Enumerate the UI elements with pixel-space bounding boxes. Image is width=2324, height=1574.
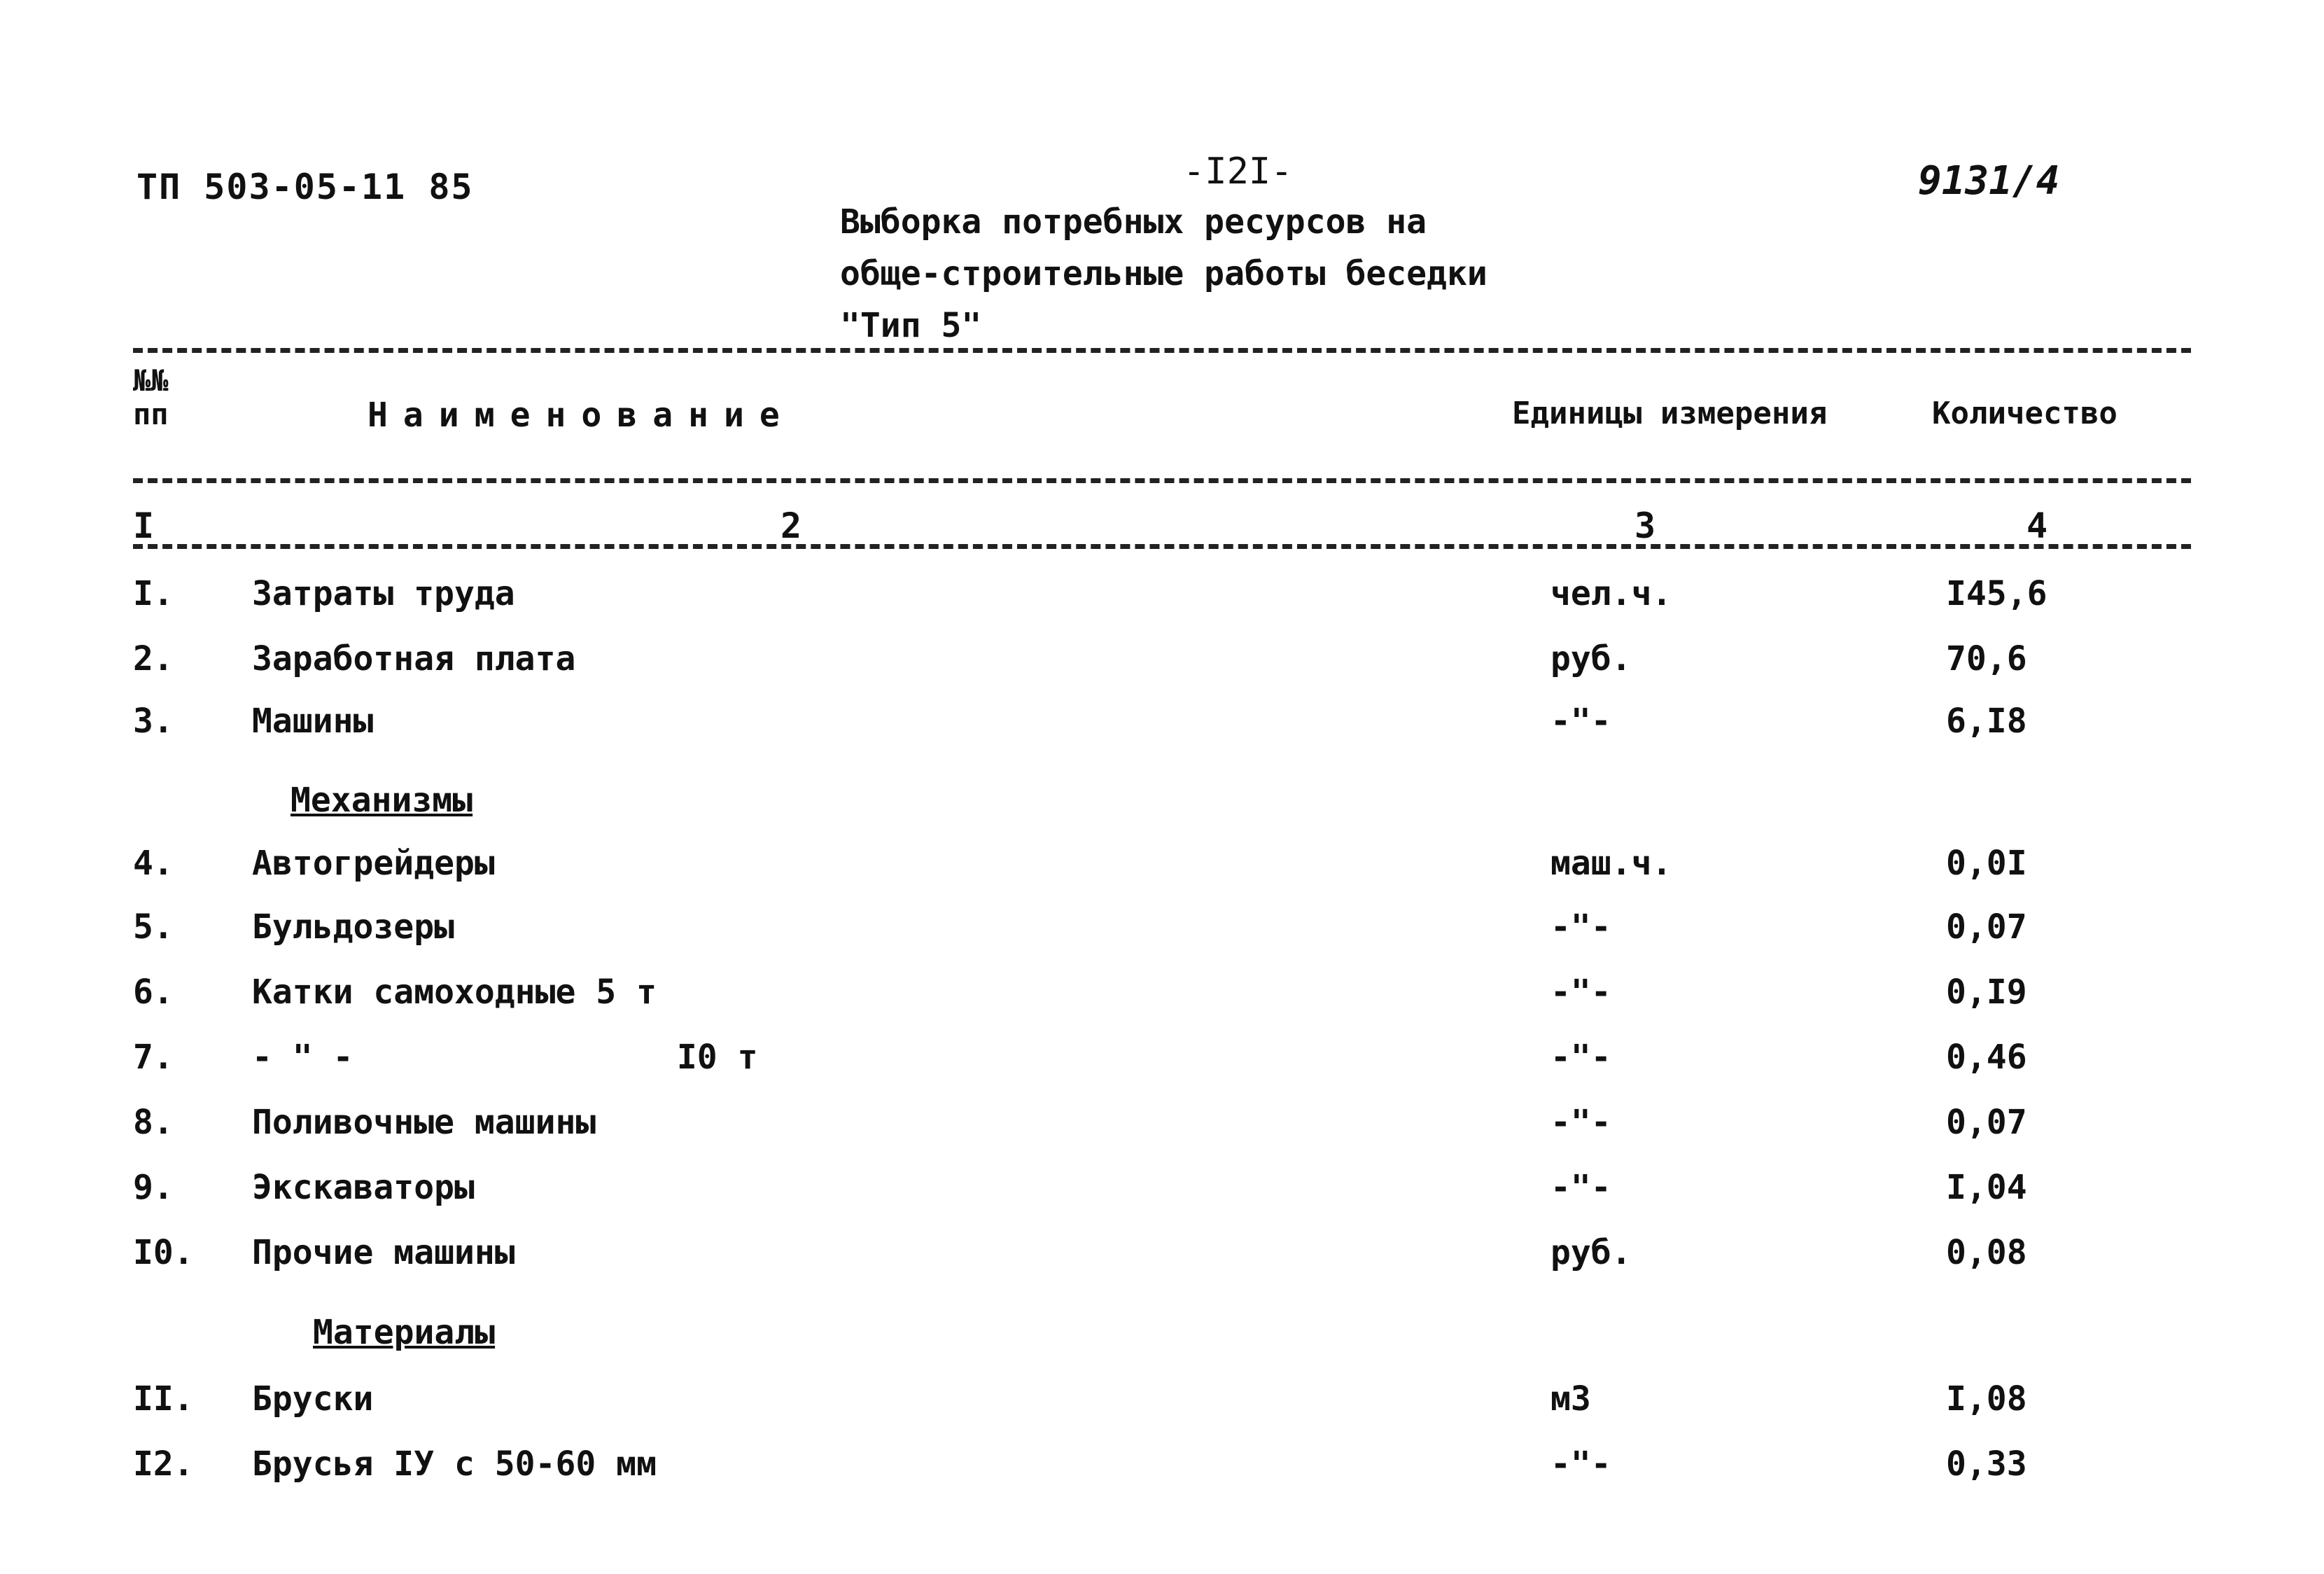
row-name: - " - I0 т <box>252 1038 758 1077</box>
column-header-name: Наименование <box>368 396 795 435</box>
row-unit: -"- <box>1550 1444 1611 1484</box>
table-row <box>0 1233 2324 1296</box>
row-number: II. <box>133 1379 194 1419</box>
row-unit: -"- <box>1550 907 1611 947</box>
row-number: 8. <box>133 1103 174 1142</box>
column-number-3: 3 <box>1634 506 1656 546</box>
row-quantity: 0,0I <box>1946 844 2027 883</box>
row-name: Затраты труда <box>252 574 515 613</box>
document-code: ТП 503-05-11 85 <box>136 167 474 207</box>
row-unit: чел.ч. <box>1550 574 1672 613</box>
sheet-code: 9131/4 <box>1918 158 2060 204</box>
column-header-number: №№ пп <box>133 363 169 431</box>
row-name: Экскаваторы <box>252 1168 475 1207</box>
row-number: 2. <box>133 639 174 678</box>
row-unit: м3 <box>1550 1379 1591 1419</box>
row-quantity: 6,I8 <box>1946 702 2027 741</box>
row-name: Заработная плата <box>252 639 576 678</box>
header-bottom-rule <box>133 478 2191 483</box>
table-row <box>0 1444 2324 1507</box>
column-header-unit: Единицы измерения <box>1512 396 1828 431</box>
row-quantity: I45,6 <box>1946 574 2047 613</box>
row-quantity: I,04 <box>1946 1168 2027 1207</box>
row-name: Катки самоходные 5 т <box>252 973 657 1012</box>
row-name: Прочие машины <box>252 1233 515 1272</box>
row-name: Бруски <box>252 1379 374 1419</box>
column-header-quantity: Количество <box>1932 396 2118 431</box>
row-quantity: 70,6 <box>1946 639 2027 678</box>
table-row <box>0 1038 2324 1101</box>
row-number: 6. <box>133 973 174 1012</box>
table-row <box>0 1103 2324 1166</box>
row-quantity: 0,33 <box>1946 1444 2027 1484</box>
table-row <box>0 973 2324 1036</box>
column-number-rule <box>133 544 2191 549</box>
table-row <box>0 1168 2324 1231</box>
row-unit: -"- <box>1550 1168 1611 1207</box>
row-quantity: 0,07 <box>1946 907 2027 947</box>
row-quantity: I,08 <box>1946 1379 2027 1419</box>
row-quantity: 0,46 <box>1946 1038 2027 1077</box>
column-number-2: 2 <box>780 506 802 546</box>
row-name: Брусья IУ с 50-60 мм <box>252 1444 657 1484</box>
row-name: Автогрейдеры <box>252 844 495 883</box>
row-number: 9. <box>133 1168 174 1207</box>
row-number: 7. <box>133 1038 174 1077</box>
row-unit: -"- <box>1550 1038 1611 1077</box>
section-heading-mechanisms: Механизмы <box>290 781 473 820</box>
row-unit: маш.ч. <box>1550 844 1672 883</box>
table-row <box>0 844 2324 907</box>
row-number: 3. <box>133 702 174 741</box>
document-title: Выборка потребных ресурсов на обще-строительные работы беседки "Тип 5" <box>840 202 1488 345</box>
row-unit: -"- <box>1550 973 1611 1012</box>
row-name: Машины <box>252 702 374 741</box>
row-number: I0. <box>133 1233 194 1272</box>
row-number: 5. <box>133 907 174 947</box>
row-name: Поливочные машины <box>252 1103 596 1142</box>
table-row <box>0 907 2324 970</box>
row-number: I. <box>133 574 174 613</box>
section-heading-materials: Материалы <box>313 1313 496 1352</box>
row-quantity: 0,I9 <box>1946 973 2027 1012</box>
row-unit: -"- <box>1550 1103 1611 1142</box>
page-number: -I2I- <box>1183 151 1293 193</box>
row-quantity: 0,07 <box>1946 1103 2027 1142</box>
row-number: 4. <box>133 844 174 883</box>
row-quantity: 0,08 <box>1946 1233 2027 1272</box>
column-number-4: 4 <box>2026 506 2048 546</box>
row-unit: руб. <box>1550 1233 1632 1272</box>
table-row <box>0 574 2324 637</box>
row-unit: -"- <box>1550 702 1611 741</box>
table-row <box>0 702 2324 765</box>
row-unit: руб. <box>1550 639 1632 678</box>
table-top-rule <box>133 348 2191 353</box>
row-name: Бульдозеры <box>252 907 454 947</box>
row-number: I2. <box>133 1444 194 1484</box>
table-row <box>0 639 2324 702</box>
column-number-1: I <box>133 506 155 546</box>
table-row <box>0 1379 2324 1442</box>
